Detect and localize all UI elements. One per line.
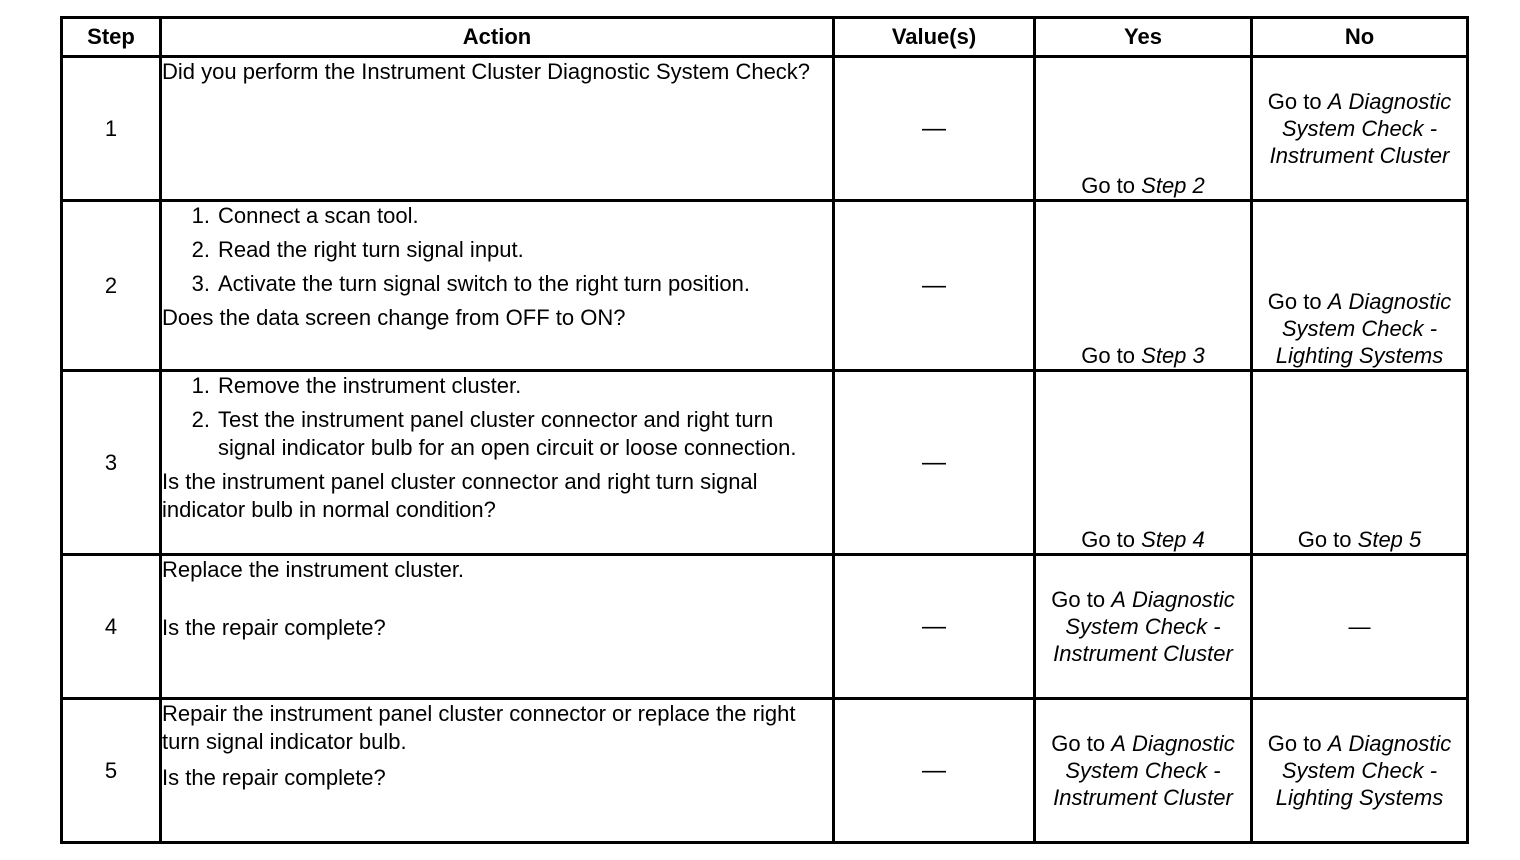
yes-prefix: Go to	[1081, 173, 1136, 198]
yes-prefix: Go to	[1051, 731, 1106, 756]
header-values: Value(s)	[834, 18, 1035, 57]
action-cell	[161, 201, 834, 371]
no-prefix: Go to	[1267, 731, 1322, 756]
value-cell: —	[834, 201, 1035, 371]
substep-text: Test the instrument panel cluster connector and right turn signal indicator bulb for an open circuit or loose connection.	[218, 407, 797, 460]
no-target: Step 5	[1357, 527, 1422, 552]
yes-target: Diagnostic System Check - Instrument Cluster	[1053, 587, 1235, 666]
header-action: Action	[161, 18, 834, 57]
no-target-a: A	[1327, 89, 1343, 114]
yes-prefix: Go to	[1081, 343, 1136, 368]
substep-number: 1.	[191, 203, 210, 228]
action-question: Is the repair complete?	[162, 615, 386, 640]
yes-target: Step 4	[1141, 527, 1205, 552]
no-cell	[1252, 699, 1468, 843]
yes-cell	[1035, 699, 1252, 843]
no-prefix: Go to	[1267, 89, 1322, 114]
list-item	[162, 406, 832, 462]
table-row	[62, 371, 1468, 555]
no-cell	[1252, 57, 1468, 201]
no-target: Diagnostic System Check - Lighting Systems	[1275, 731, 1452, 810]
spacer	[162, 584, 832, 614]
diagnostic-table	[60, 16, 1469, 844]
action-question: Is the repair complete?	[162, 765, 386, 790]
header-step: Step	[62, 18, 161, 57]
table-row	[62, 555, 1468, 699]
yes-cell	[1035, 371, 1252, 555]
list-item	[162, 202, 832, 230]
no-prefix: Go to	[1297, 527, 1352, 552]
header-no: No	[1252, 18, 1468, 57]
substep-number: 2.	[191, 237, 210, 262]
no-target: Diagnostic System Check - Instrument Cluster	[1269, 89, 1452, 168]
yes-cell	[1035, 555, 1252, 699]
substep-text: Activate the turn signal switch to the right turn position.	[218, 271, 750, 296]
list-item	[162, 236, 832, 264]
step-number: 2	[62, 201, 161, 371]
list-item	[162, 372, 832, 400]
substep-text: Remove the instrument cluster.	[218, 373, 522, 398]
step-number: 5	[62, 699, 161, 843]
action-text: Did you perform the Instrument Cluster Diagnostic System Check?	[162, 59, 811, 84]
no-target-a: A	[1327, 731, 1343, 756]
header-yes: Yes	[1035, 18, 1252, 57]
value-cell: —	[834, 371, 1035, 555]
substep-number: 2.	[191, 407, 210, 432]
yes-target: Step 3	[1141, 343, 1205, 368]
substep-text: Read the right turn signal input.	[218, 237, 524, 262]
substep-text: Connect a scan tool.	[218, 203, 419, 228]
yes-target-a: A	[1111, 731, 1126, 756]
header-row	[62, 18, 1468, 57]
step-number: 4	[62, 555, 161, 699]
action-text: Replace the instrument cluster.	[162, 557, 465, 582]
table-row	[62, 57, 1468, 201]
yes-prefix: Go to	[1051, 587, 1106, 612]
yes-cell	[1035, 201, 1252, 371]
action-text: Repair the instrument panel cluster connector or replace the right turn signal indicator bulb.	[162, 701, 796, 754]
no-prefix: Go to	[1267, 289, 1322, 314]
table-row	[62, 699, 1468, 843]
value-cell: —	[834, 555, 1035, 699]
action-cell	[161, 555, 834, 699]
yes-cell	[1035, 57, 1252, 201]
list-item	[162, 270, 832, 298]
no-target-a: A	[1327, 289, 1343, 314]
yes-target: Step 2	[1141, 173, 1205, 198]
no-cell	[1252, 371, 1468, 555]
yes-target-a: A	[1111, 587, 1126, 612]
substep-number: 1.	[191, 373, 210, 398]
action-cell	[161, 57, 834, 201]
no-cell	[1252, 201, 1468, 371]
table-row	[62, 201, 1468, 371]
action-cell	[161, 699, 834, 843]
yes-prefix: Go to	[1081, 527, 1136, 552]
action-question: Is the instrument panel cluster connector and right turn signal indicator bulb in normal condition?	[162, 469, 758, 522]
substep-number: 3.	[191, 271, 210, 296]
no-target: Diagnostic System Check - Lighting Systems	[1275, 289, 1452, 368]
substep-list	[162, 372, 832, 462]
substep-list	[162, 202, 832, 298]
no-cell: —	[1252, 555, 1468, 699]
action-question: Does the data screen change from OFF to ON?	[162, 305, 626, 330]
yes-target: Diagnostic System Check - Instrument Cluster	[1053, 731, 1235, 810]
value-cell: —	[834, 57, 1035, 201]
step-number: 3	[62, 371, 161, 555]
value-cell: —	[834, 699, 1035, 843]
step-number: 1	[62, 57, 161, 201]
action-cell	[161, 371, 834, 555]
